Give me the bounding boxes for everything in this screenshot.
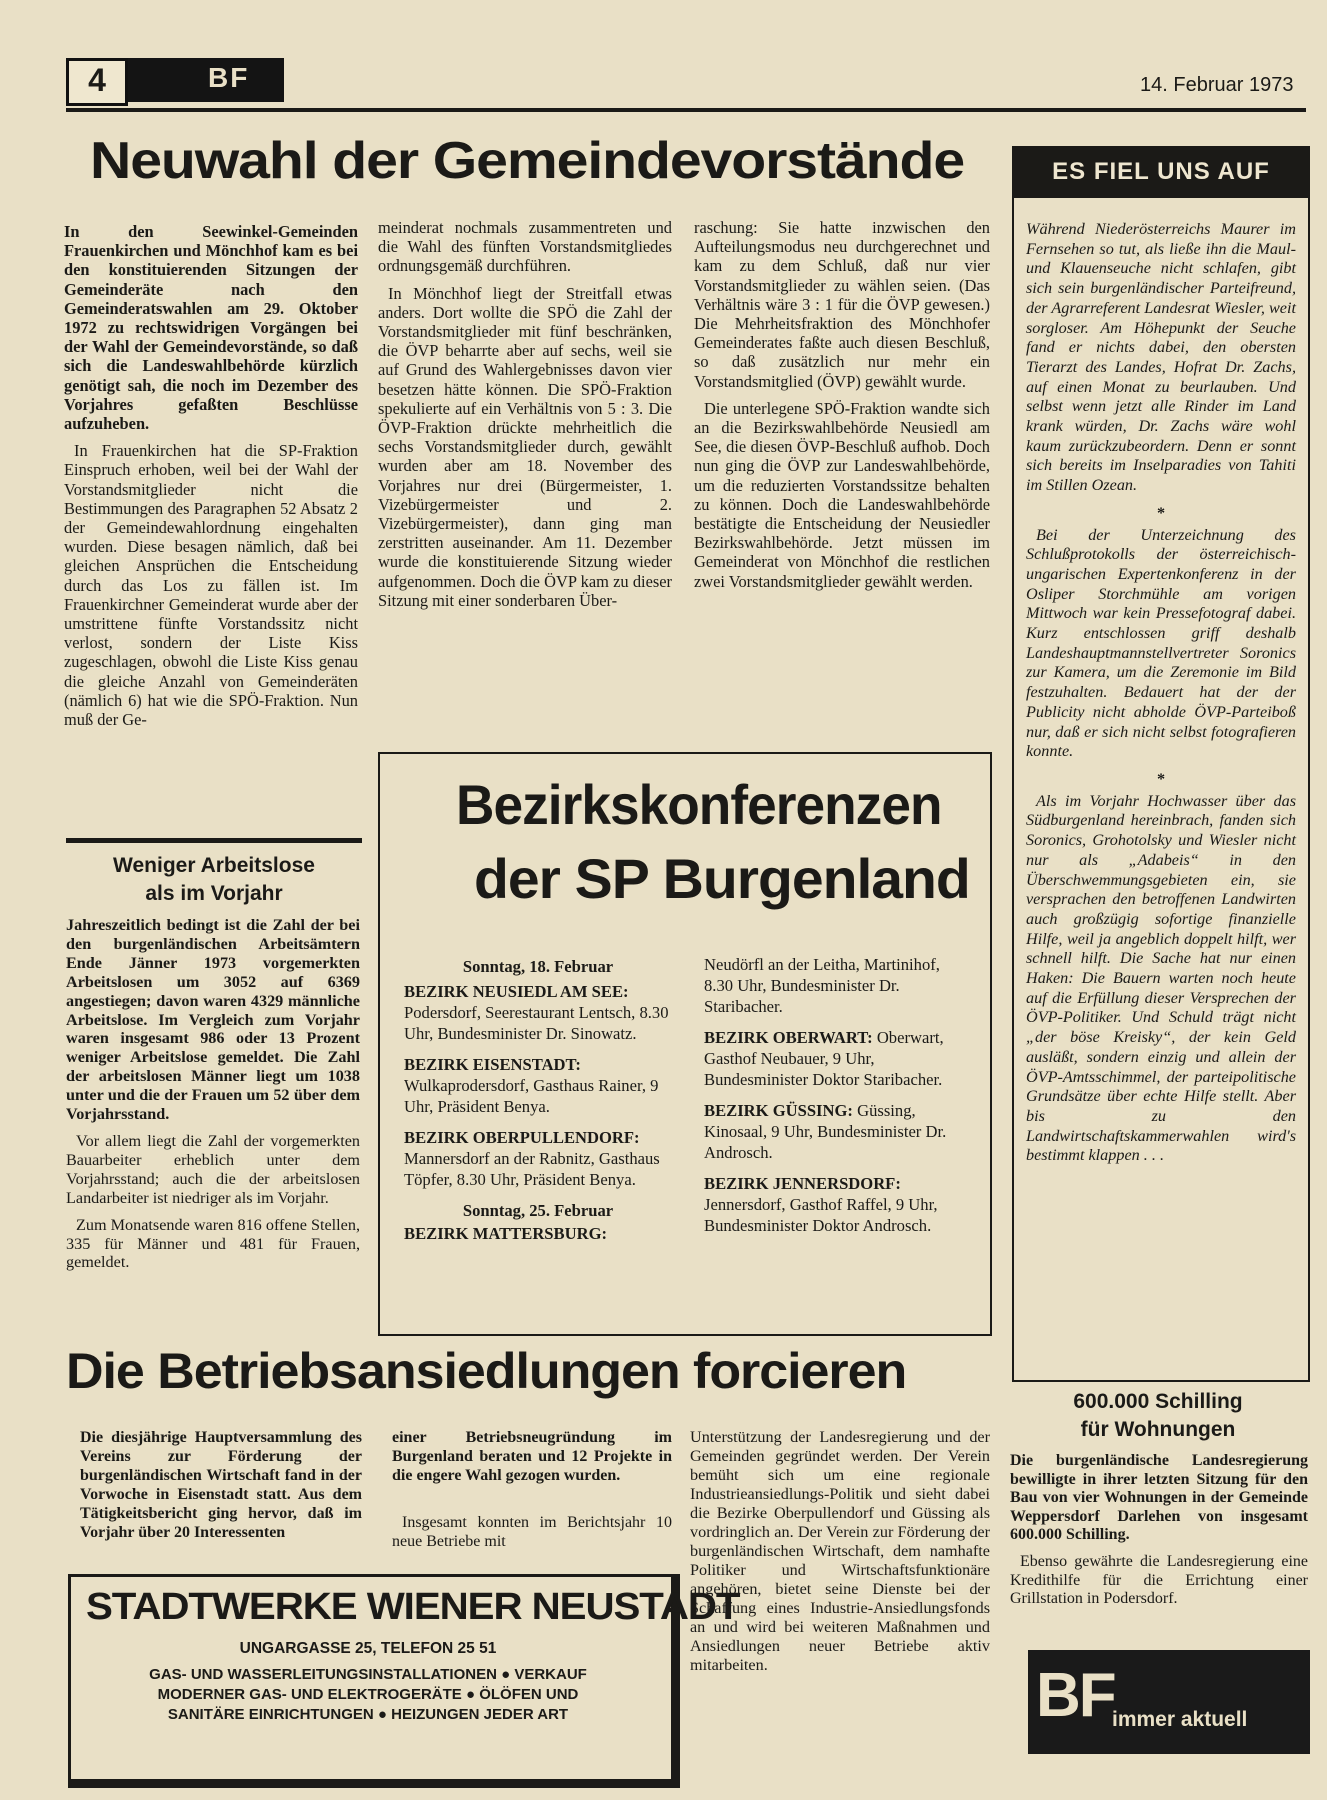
konferenz-entry [404, 1127, 672, 1190]
lead-column-3 [694, 218, 990, 599]
promo-logo: BF [1036, 1661, 1115, 1730]
konferenz-date: Sonntag, 18. Februar [462, 957, 614, 976]
konferenz-district: BEZIRK OBERWART: [704, 1028, 873, 1047]
sidebar-heading: ES FIEL UNS AUF [1052, 158, 1270, 185]
ad-line: SANITÄRE EINRICHTUNGEN ● HEIZUNGEN JEDER ART [167, 1706, 569, 1723]
betriebe-intro: einer Betriebsneugründung im Burgenland beraten und 12 Projekte in die engere Wahl gezogen wurden. [392, 1429, 672, 1484]
ad-line: MODERNER GAS- UND ELEKTROGERÄTE ● ÖLÖFEN UND [157, 1686, 579, 1703]
star-separator: * [1156, 503, 1166, 522]
konferenz-district: BEZIRK GÜSSING: [704, 1101, 853, 1120]
konferenz-district: BEZIRK OBERPULLENDORF: [404, 1128, 640, 1147]
issue-date: 14. Februar 1973 [1140, 74, 1294, 96]
konferenz-entry [404, 981, 672, 1044]
sidebar-paragraph: Bei der Unterzeichnung des Schlußprotokolls der österreichisch-ungarischen Expertenkonferenz in der Osliper Storchmühle am vorigen Mittwoch war kein Pressefotograf dabei. Kurz entschlossen griff deshalb Landeshauptmannstellvertreter Soronics zur Kamera, um die Zeremonie im Bild festzuhalten. Bedauert hat der der Publicity nicht abholde ÖVP-Parteiboß nur, daß er sich nicht selbst fotografieren konnte. [1026, 525, 1296, 761]
ad-title: STADTWERKE WIENER NEUSTADT [86, 1586, 740, 1628]
konferenzen-column-1 [404, 956, 672, 1244]
lead-paragraph: meinderat nochmals zusammentreten und die Wahl des fünften Vorstandsmitgliedes ordnungsgemäß durchführen. [378, 218, 672, 276]
lead-column-2 [378, 218, 672, 618]
betriebe-column-2 [392, 1428, 672, 1559]
konferenz-details: Wulkaprodersdorf, Gasthaus Rainer, 9 Uhr, Präsident Benya. [404, 1076, 659, 1116]
konferenz-entry [704, 1173, 970, 1236]
schilling-intro: Die burgenländische Landesregierung bewilligte in ihrer letzten Sitzung für den Bau von vier Wohnungen in der Gemeinde Weppersdorf Darlehen von insgesamt 600.000 Schilling. [1010, 1452, 1308, 1544]
arbeitslose-headline-1: Weniger Arbeitslose [113, 854, 315, 877]
konferenz-details: Neudörfl an der Leitha, Martinihof, 8.30 Uhr, Bundesminister Dr. Staribacher. [704, 955, 940, 1016]
page-number: 4 [88, 62, 106, 98]
schilling-headline-2: für Wohnungen [1080, 1418, 1236, 1441]
konferenzen-headline-2: der SP Burgenland [474, 847, 970, 910]
konferenz-entry [704, 1027, 970, 1090]
ad-line: GAS- UND WASSERLEITUNGSINSTALLATIONEN ● VERKAUF [149, 1666, 587, 1683]
konferenz-details: Güssing, Kinosaal, 9 Uhr, Bundesminister Dr. Androsch. [704, 1101, 947, 1162]
konferenz-entry [704, 1100, 970, 1163]
konferenz-details: Oberwart, Gasthof Neubauer, 9 Uhr, Bundesminister Doktor Staribacher. [704, 1028, 944, 1089]
promo-slogan: immer aktuell [1112, 1708, 1248, 1731]
schilling-column [1010, 1452, 1308, 1617]
star-separator: * [1156, 769, 1166, 788]
betriebe-column-3 [690, 1428, 990, 1683]
konferenzen-column-2 [704, 954, 970, 1236]
sidebar-column [1026, 220, 1296, 1174]
konferenz-district: BEZIRK EISENSTADT: [404, 1055, 581, 1074]
arbeitslose-paragraph: Vor allem liegt die Zahl der vorgemerkten Bauarbeiter erheblich unter dem Vorjahrsstand; auch die der arbeitslosen Landarbeiter ist niedriger als im Vorjahr. [66, 1131, 360, 1207]
arbeitslose-paragraph: Zum Monatsende waren 816 offene Stellen, 335 für Männer und 481 für Frauen, gemeldet. [66, 1215, 360, 1272]
konferenz-details: Podersdorf, Seerestaurant Lentsch, 8.30 Uhr, Bundesminister Dr. Sinowatz. [404, 1003, 669, 1043]
paper-name: BF [208, 62, 250, 93]
schilling-paragraph: Ebenso gewährte die Landesregierung eine Kredithilfe für die Errichtung einer Grillstation in Podersdorf. [1010, 1552, 1308, 1608]
konferenz-details: Mannersdorf an der Rabnitz, Gasthaus Töpfer, 8.30 Uhr, Präsident Benya. [404, 1149, 660, 1189]
konferenz-details: Jennersdorf, Gasthof Raffel, 9 Uhr, Bundesminister Doktor Androsch. [704, 1195, 938, 1235]
lead-column-1 [64, 222, 358, 737]
lead-paragraph: In Mönchhof liegt der Streitfall etwas anders. Dort wollte die SPÖ die Zahl der Vorstandsmitglieder mit fünf beschränken, die ÖVP beharrte aber auf sechs, weil sie auf Grund des Wahlergebnisses davon vier besetzen hätte können. Die SPÖ-Fraktion spekulierte auf ein Verhältnis von 5 : 3. Die ÖVP-Fraktion drückte mehrheitlich die sechs Vorstandsmitglieder durch, gewählt wurden aber am 18. November des Vorjahres nur drei (Bürgermeister, 1. Vizebürgermeister und 2. Vizebürgermeister), dann ging man zerstritten auseinander. Am 11. Dezember wurde die konstituierende Sitzung wieder aufgenommen. Doch die ÖVP kam zu dieser Sitzung mit einer sonderbaren Über- [378, 283, 672, 610]
lead-intro: In den Seewinkel-Gemeinden Frauenkirchen und Mönchhof kam es bei den konstituierenden Sitzungen der Gemeinderäte nach den Gemeinderatswahlen am 29. Oktober 1972 zu rechtswidrigen Vorgängen bei der Wahl der Gemeindevorstände, so daß sich die Landeswahlbehörde kürzlich genötigt sah, die noch im Dezember des Vorjahres gefaßten Beschlüsse aufzuheben. [64, 222, 358, 434]
betriebe-headline: Die Betriebsansiedlungen forcieren [66, 1343, 907, 1399]
konferenz-district: BEZIRK JENNERSDORF: [704, 1174, 901, 1193]
lead-paragraph: raschung: Sie hatte inzwischen den Aufteilungsmodus neu durchgerechnet und kam zu dem Schluß, daß nur vier Vorstandsmitglieder zu wählen seien. (Das Verhältnis wäre 3 : 1 für die ÖVP gewesen.) Die Mehrheitsfraktion des Mönchhofer Gemeinderates faßte auch diesen Beschluß, so daß zusätzlich nur mehr ein Vorstandsmitglied (ÖVP) gewählt wurde. [694, 218, 990, 391]
lead-paragraph: In Frauenkirchen hat die SP-Fraktion Einspruch erhoben, weil bei der Wahl der Vorstandsmitglieder nicht die Bestimmungen des Paragraphen 52 Absatz 2 der Gemeindewahlordnung eingehalten wurden. Diese besagen nämlich, daß bei gleichen Ansprüchen die Entscheidung durch das Los zu fällen ist. Im Frauenkirchner Gemeinderat wurde aber der umstrittene fünfte Vorstandssitz nicht verlost, sondern der Liste Kiss zugeschlagen, obwohl die Liste Kiss genau die gleiche Anzahl von Gemeinderäten (nämlich 6) hat wie die SPÖ-Fraktion. Nun muß der Ge- [64, 441, 358, 730]
konferenz-district: BEZIRK NEUSIEDL AM SEE: [404, 982, 629, 1001]
betriebe-column-1 [80, 1428, 362, 1550]
konferenz-entry [404, 1054, 672, 1117]
ad-address: UNGARGASSE 25, TELEFON 25 51 [239, 1640, 497, 1657]
masthead-logo-bar [128, 58, 284, 102]
betriebe-intro: Die diesjährige Hauptversammlung des Vereins zur Förderung der burgenländischen Wirtschaft fand in der Vorwoche in Eisenstadt statt. Aus dem Tätigkeitsbericht ging hervor, daß im Vorjahr über 20 Interessenten [80, 1429, 362, 1541]
lead-headline: Neuwahl der Gemeindevorstände [90, 132, 965, 190]
arbeitslose-headline-2: als im Vorjahr [145, 882, 283, 905]
konferenz-district: BEZIRK MATTERSBURG: [404, 1224, 607, 1243]
arbeitslose-column [66, 916, 360, 1280]
betriebe-paragraph: Unterstützung der Landesregierung und der Gemeinden gegründet werden. Der Verein bemüht sich um eine regionale Industrieansiedlungs-Politik und sieht dabei die Bezirke Oberpullendorf und Güssing als vordringlich an. Der Verein zur Förderung der burgenländischen Wirtschaft, dem namhafte Politiker und Wirtschaftsfunktionäre angehören, bietet seine Dienste bei der Schaffung eines Industrie-Ansiedlungsfonds an und wird bei weiteren Maßnahmen und Ansiedlungen neuer Betriebe aktiv mitarbeiten. [690, 1428, 990, 1674]
arbeitslose-top-rule [66, 838, 362, 843]
masthead-rule [66, 108, 1306, 112]
sidebar-paragraph: Als im Vorjahr Hochwasser über das Südburgenland hereinbrach, fanden sich Soronics, Grohotolsky und Wiesler nicht nur als „Adabeis“ in den Überschwemmungsgebieten ein, sie versprachen den betroffenen Landwirten auch großzügig sofortige finanzielle Hilfe, weil ja angeblich doppelt hilft, wer schnell hilft. Die Sache hat nur einen Haken: Die Bauern warten noch heute auf die Erfüllung dieser Versprechen der ÖVP-Politiker. Und Schuld trägt nicht „der böse Kreisky“, der kein Geld ausläßt, sondern einzig und allein der ÖVP-Amtsschimmel, der parteipolitische Grundsätze über echte Hilfe stellt. Aber bis zu den Landwirtschaftskammerwahlen wird's bestimmt klappen . . . [1026, 791, 1296, 1165]
konferenz-date: Sonntag, 25. Februar [462, 1201, 614, 1220]
lead-paragraph: Die unterlegene SPÖ-Fraktion wandte sich an die Bezirkswahlbehörde Neusiedl am See, die diesen ÖVP-Beschluß aufhob. Doch nun ging die ÖVP zur Landeswahlbehörde, um die reduzierten Vorstandssitze behalten zu können. Doch die Landeswahlbehörde bestätigte die Entscheidung der Neusiedler Bezirkswahlbehörde. Jetzt müssen im Gemeinderat von Mönchhof die restlichen zwei Vorstandsmitglieder gewählt werden. [694, 398, 990, 591]
arbeitslose-intro: Jahreszeitlich bedingt ist die Zahl der bei den burgenländischen Arbeitsämtern Ende Jänner 1973 vorgemerkten Arbeitslosen um 3052 auf 6369 angestiegen; davon waren 4329 männliche Arbeitslose. Im Vergleich zum Vorjahr waren insgesamt 986 oder 13 Prozent weniger Arbeitslose gemeldet. Die Zahl der arbeitslosen Männer liegt um 1038 unter und die der Frauen um 52 über dem Vorjahrsstand. [66, 916, 360, 1124]
konferenzen-headline-1: Bezirkskonferenzen [456, 773, 942, 836]
schilling-headline-1: 600.000 Schilling [1073, 1390, 1243, 1413]
sidebar-paragraph: Während Niederösterreichs Maurer im Fernsehen so tut, als ließe ihn die Maul- und Klauenseuche nicht schlafen, gibt sich sein burgenländischer Parteifreund, der Agrarreferent Landesrat Wiesler, weit sorgloser. Am Höhepunkt der Seuche fand er nichts dabei, den obersten Tierarzt des Landes, Hofrat Dr. Zachs, auf einen Monat zu beurlauben. Und selbst wenn jetzt alle Rinder im Land krank würden, Dr. Zachs wäre wohl kaum zurückzubeordern. Denn er sonnt sich bereits im Inselparadies von Tahiti im Stillen Ozean. [1026, 220, 1296, 495]
betriebe-paragraph: Insgesamt konnten im Berichtsjahr 10 neue Betriebe mit [392, 1514, 672, 1550]
